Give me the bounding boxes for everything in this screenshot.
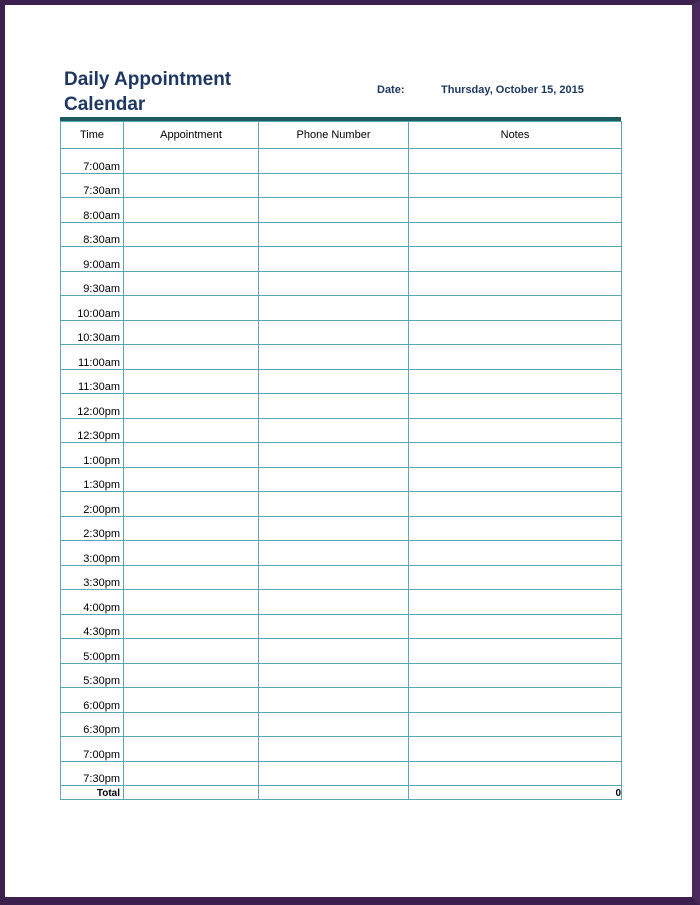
phone-cell[interactable]: [259, 320, 409, 345]
time-cell: 10:00am: [61, 296, 124, 321]
appointment-cell[interactable]: [124, 688, 259, 713]
appointment-cell[interactable]: [124, 345, 259, 370]
table-header-row: [61, 122, 622, 149]
appointment-table: [60, 121, 622, 800]
phone-cell[interactable]: [259, 296, 409, 321]
table-row: [61, 467, 622, 492]
notes-cell[interactable]: [409, 614, 622, 639]
appointment-cell[interactable]: [124, 271, 259, 296]
column-header-notes: Notes: [409, 122, 622, 149]
notes-cell[interactable]: [409, 394, 622, 419]
table-row: [61, 369, 622, 394]
table-row: [61, 761, 622, 786]
total-row: [61, 786, 622, 800]
notes-cell[interactable]: [409, 320, 622, 345]
time-cell: 9:30am: [61, 271, 124, 296]
phone-cell[interactable]: [259, 345, 409, 370]
appointment-cell[interactable]: [124, 761, 259, 786]
appointment-cell[interactable]: [124, 614, 259, 639]
notes-cell[interactable]: [409, 761, 622, 786]
appointment-cell[interactable]: [124, 590, 259, 615]
notes-cell[interactable]: [409, 369, 622, 394]
notes-cell[interactable]: [409, 345, 622, 370]
phone-cell[interactable]: [259, 247, 409, 272]
time-cell: 4:00pm: [61, 590, 124, 615]
time-cell: 3:30pm: [61, 565, 124, 590]
phone-cell[interactable]: [259, 639, 409, 664]
notes-cell[interactable]: [409, 198, 622, 223]
table-row: [61, 614, 622, 639]
time-cell: 7:30pm: [61, 761, 124, 786]
appointment-cell[interactable]: [124, 541, 259, 566]
table-row: [61, 320, 622, 345]
table-row: [61, 222, 622, 247]
phone-cell[interactable]: [259, 492, 409, 517]
notes-cell[interactable]: [409, 149, 622, 174]
table-row: [61, 247, 622, 272]
appointment-cell[interactable]: [124, 296, 259, 321]
phone-cell[interactable]: [259, 418, 409, 443]
appointment-cell[interactable]: [124, 149, 259, 174]
notes-cell[interactable]: [409, 173, 622, 198]
table-row: [61, 394, 622, 419]
phone-cell[interactable]: [259, 443, 409, 468]
table-row: [61, 173, 622, 198]
appointment-cell[interactable]: [124, 639, 259, 664]
phone-cell[interactable]: [259, 663, 409, 688]
date-value[interactable]: Thursday, October 15, 2015: [441, 84, 584, 96]
appointment-cell[interactable]: [124, 369, 259, 394]
appointment-cell[interactable]: [124, 222, 259, 247]
document-title: [64, 67, 284, 117]
table-row: [61, 198, 622, 223]
title-line-2: Calendar: [64, 94, 146, 115]
table-row: [61, 688, 622, 713]
time-cell: 10:30am: [61, 320, 124, 345]
phone-cell[interactable]: [259, 761, 409, 786]
notes-cell[interactable]: [409, 516, 622, 541]
appointment-cell[interactable]: [124, 712, 259, 737]
notes-cell[interactable]: [409, 737, 622, 762]
table-row: [61, 565, 622, 590]
appointment-cell[interactable]: [124, 663, 259, 688]
time-cell: 2:00pm: [61, 492, 124, 517]
time-cell: 8:30am: [61, 222, 124, 247]
phone-cell[interactable]: [259, 541, 409, 566]
appointment-cell[interactable]: [124, 320, 259, 345]
table-row: [61, 663, 622, 688]
time-cell: 5:00pm: [61, 639, 124, 664]
notes-cell[interactable]: [409, 492, 622, 517]
phone-cell[interactable]: [259, 614, 409, 639]
phone-cell[interactable]: [259, 688, 409, 713]
phone-cell[interactable]: [259, 394, 409, 419]
phone-cell[interactable]: [259, 467, 409, 492]
appointment-cell[interactable]: [124, 492, 259, 517]
time-cell: 6:30pm: [61, 712, 124, 737]
phone-cell[interactable]: [259, 712, 409, 737]
time-cell: 11:30am: [61, 369, 124, 394]
table-row: [61, 639, 622, 664]
table-row: [61, 516, 622, 541]
phone-cell[interactable]: [259, 173, 409, 198]
notes-cell[interactable]: [409, 443, 622, 468]
table-row: [61, 418, 622, 443]
appointment-cell[interactable]: [124, 565, 259, 590]
time-cell: 3:00pm: [61, 541, 124, 566]
phone-cell[interactable]: [259, 149, 409, 174]
column-header-phone: Phone Number: [259, 122, 409, 149]
phone-cell[interactable]: [259, 565, 409, 590]
notes-cell[interactable]: [409, 467, 622, 492]
time-cell: 2:30pm: [61, 516, 124, 541]
table-row: [61, 492, 622, 517]
time-cell: 1:00pm: [61, 443, 124, 468]
appointment-cell[interactable]: [124, 198, 259, 223]
time-cell: 11:00am: [61, 345, 124, 370]
total-label: Total: [61, 786, 124, 800]
notes-cell[interactable]: [409, 590, 622, 615]
table-row: [61, 296, 622, 321]
total-value: 0: [409, 786, 622, 800]
appointment-cell[interactable]: [124, 394, 259, 419]
time-cell: 6:00pm: [61, 688, 124, 713]
notes-cell[interactable]: [409, 639, 622, 664]
time-cell: 8:00am: [61, 198, 124, 223]
time-cell: 7:00am: [61, 149, 124, 174]
title-line-1: Daily Appointment: [64, 69, 232, 90]
notes-cell[interactable]: [409, 247, 622, 272]
table-body: [61, 149, 622, 800]
table-row: [61, 737, 622, 762]
notes-cell[interactable]: [409, 712, 622, 737]
notes-cell[interactable]: [409, 296, 622, 321]
time-cell: 7:00pm: [61, 737, 124, 762]
table-row: [61, 443, 622, 468]
phone-cell[interactable]: [259, 590, 409, 615]
appointment-cell[interactable]: [124, 173, 259, 198]
column-header-appointment: Appointment: [124, 122, 259, 149]
date-label: Date:: [377, 84, 405, 96]
total-phone-cell: [259, 786, 409, 800]
phone-cell[interactable]: [259, 222, 409, 247]
notes-cell[interactable]: [409, 271, 622, 296]
time-cell: 9:00am: [61, 247, 124, 272]
total-appointment-cell: [124, 786, 259, 800]
time-cell: 1:30pm: [61, 467, 124, 492]
table-row: [61, 590, 622, 615]
time-cell: 12:30pm: [61, 418, 124, 443]
phone-cell[interactable]: [259, 516, 409, 541]
table-row: [61, 345, 622, 370]
notes-cell[interactable]: [409, 688, 622, 713]
table-row: [61, 149, 622, 174]
notes-cell[interactable]: [409, 541, 622, 566]
appointment-cell[interactable]: [124, 467, 259, 492]
appointment-cell[interactable]: [124, 737, 259, 762]
time-cell: 4:30pm: [61, 614, 124, 639]
phone-cell[interactable]: [259, 271, 409, 296]
phone-cell[interactable]: [259, 737, 409, 762]
appointment-cell[interactable]: [124, 516, 259, 541]
notes-cell[interactable]: [409, 418, 622, 443]
appointment-cell[interactable]: [124, 443, 259, 468]
notes-cell[interactable]: [409, 663, 622, 688]
column-header-time: Time: [61, 122, 124, 149]
table-row: [61, 712, 622, 737]
table-row: [61, 271, 622, 296]
time-cell: 7:30am: [61, 173, 124, 198]
table-row: [61, 541, 622, 566]
notes-cell[interactable]: [409, 222, 622, 247]
phone-cell[interactable]: [259, 198, 409, 223]
notes-cell[interactable]: [409, 565, 622, 590]
time-cell: 5:30pm: [61, 663, 124, 688]
appointment-cell[interactable]: [124, 418, 259, 443]
phone-cell[interactable]: [259, 369, 409, 394]
time-cell: 12:00pm: [61, 394, 124, 419]
appointment-cell[interactable]: [124, 247, 259, 272]
